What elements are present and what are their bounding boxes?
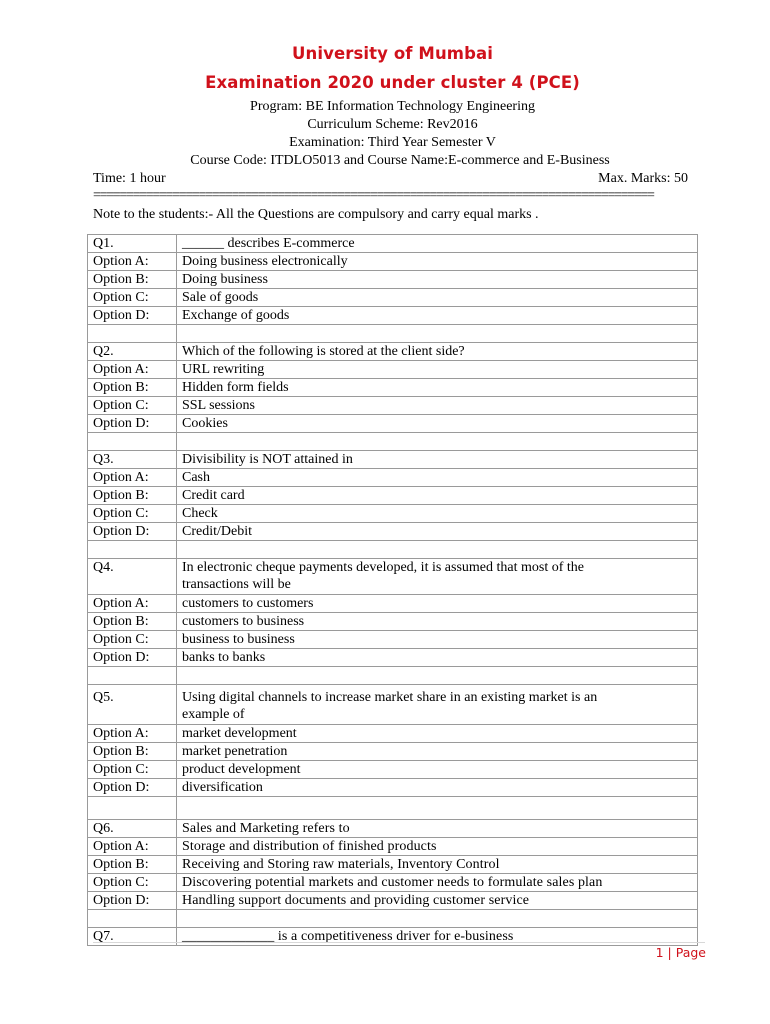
question-text [177,559,698,595]
max-marks-label: Max. Marks: 50 [598,171,688,186]
page-label: Page [675,945,706,960]
option-row [88,648,698,666]
option-text: SSL sessions [177,397,698,415]
students-note: Note to the students:- All the Questions are compulsory and carry equal marks . [93,207,539,222]
question-number: Q5. [88,684,177,724]
option-text: Handling support documents and providing customer service [177,891,698,909]
option-row [88,415,698,433]
program-line: Program: BE Information Technology Engineering [250,99,535,114]
page-number: 1 [655,945,664,960]
option-label: Option D: [88,891,177,909]
option-row [88,361,698,379]
time-label: Time: 1 hour [93,171,166,186]
option-label: Option B: [88,612,177,630]
option-row [88,612,698,630]
separator-rule: ===================================================================================== [93,188,654,203]
question-row [88,819,698,837]
option-row [88,379,698,397]
option-label: Option B: [88,271,177,289]
option-text: Cash [177,469,698,487]
option-label: Option B: [88,742,177,760]
question-number: Q1. [88,235,177,253]
question-row [88,343,698,361]
option-label: Option B: [88,379,177,397]
question-text-line: In electronic cheque payments developed, it is assumed that most of the [182,560,584,575]
question-text: Divisibility is NOT attained in [177,451,698,469]
option-text: market development [177,724,698,742]
option-row [88,724,698,742]
spacer-row [88,541,698,559]
option-text: Hidden form fields [177,379,698,397]
question-number: Q3. [88,451,177,469]
option-text: customers to customers [177,594,698,612]
option-text: Doing business electronically [177,253,698,271]
option-label: Option D: [88,415,177,433]
option-row [88,487,698,505]
question-number: Q2. [88,343,177,361]
option-text: market penetration [177,742,698,760]
option-label: Option C: [88,760,177,778]
option-text: customers to business [177,612,698,630]
option-row [88,837,698,855]
option-label: Option D: [88,307,177,325]
option-row [88,397,698,415]
question-text: Which of the following is stored at the client side? [177,343,698,361]
question-row [88,235,698,253]
question-number: Q6. [88,819,177,837]
option-label: Option D: [88,778,177,796]
university-title: University of Mumbai [292,44,493,63]
option-row [88,630,698,648]
option-row [88,523,698,541]
option-text: URL rewriting [177,361,698,379]
course-line: Course Code: ITDLO5013 and Course Name:E-commerce and E-Business [190,153,610,168]
option-text: Cookies [177,415,698,433]
page-separator: | [667,945,672,960]
question-text: _____________ is a competitiveness driver for e-business [177,927,698,945]
option-label: Option A: [88,253,177,271]
option-row [88,778,698,796]
option-label: Option C: [88,289,177,307]
examination-line: Examination: Third Year Semester V [289,135,496,150]
spacer-row [88,325,698,343]
option-label: Option D: [88,523,177,541]
option-text: Exchange of goods [177,307,698,325]
option-text: banks to banks [177,648,698,666]
question-text-line: example of [182,707,245,723]
option-row [88,289,698,307]
option-label: Option A: [88,361,177,379]
option-text: Credit/Debit [177,523,698,541]
question-text: ______ describes E-commerce [177,235,698,253]
question-row [88,559,698,595]
option-label: Option C: [88,873,177,891]
option-label: Option C: [88,397,177,415]
option-text: business to business [177,630,698,648]
option-label: Option A: [88,724,177,742]
question-text-line: Using digital channels to increase market share in an existing market is an [182,689,598,705]
spacer-row [88,433,698,451]
option-row [88,760,698,778]
questions-table [87,234,698,946]
option-text: Receiving and Storing raw materials, Inventory Control [177,855,698,873]
question-row [88,684,698,724]
spacer-row [88,666,698,684]
exam-title: Examination 2020 under cluster 4 (PCE) [205,73,580,92]
option-label: Option C: [88,505,177,523]
option-text: Sale of goods [177,289,698,307]
question-text: Sales and Marketing refers to [177,819,698,837]
footer-divider [93,942,705,943]
spacer-row [88,909,698,927]
question-text-line: transactions will be [182,577,291,593]
option-label: Option B: [88,487,177,505]
option-label: Option D: [88,648,177,666]
scheme-line: Curriculum Scheme: Rev2016 [307,117,478,132]
option-text: Storage and distribution of finished products [177,837,698,855]
option-row [88,742,698,760]
question-number: Q4. [88,559,177,595]
option-label: Option B: [88,855,177,873]
option-row [88,505,698,523]
option-row [88,891,698,909]
option-text: Discovering potential markets and customer needs to formulate sales plan [177,873,698,891]
option-text: product development [177,760,698,778]
option-text: Doing business [177,271,698,289]
option-row [88,253,698,271]
option-label: Option A: [88,594,177,612]
option-label: Option A: [88,469,177,487]
question-text [177,684,698,724]
option-text: diversification [177,778,698,796]
spacer-row [88,796,698,819]
option-row [88,469,698,487]
option-row [88,873,698,891]
page-footer [656,945,706,960]
option-label: Option C: [88,630,177,648]
option-text: Credit card [177,487,698,505]
question-number: Q7. [88,927,177,945]
option-row [88,271,698,289]
option-row [88,307,698,325]
option-label: Option A: [88,837,177,855]
option-row [88,594,698,612]
question-row [88,451,698,469]
option-text: Check [177,505,698,523]
option-row [88,855,698,873]
